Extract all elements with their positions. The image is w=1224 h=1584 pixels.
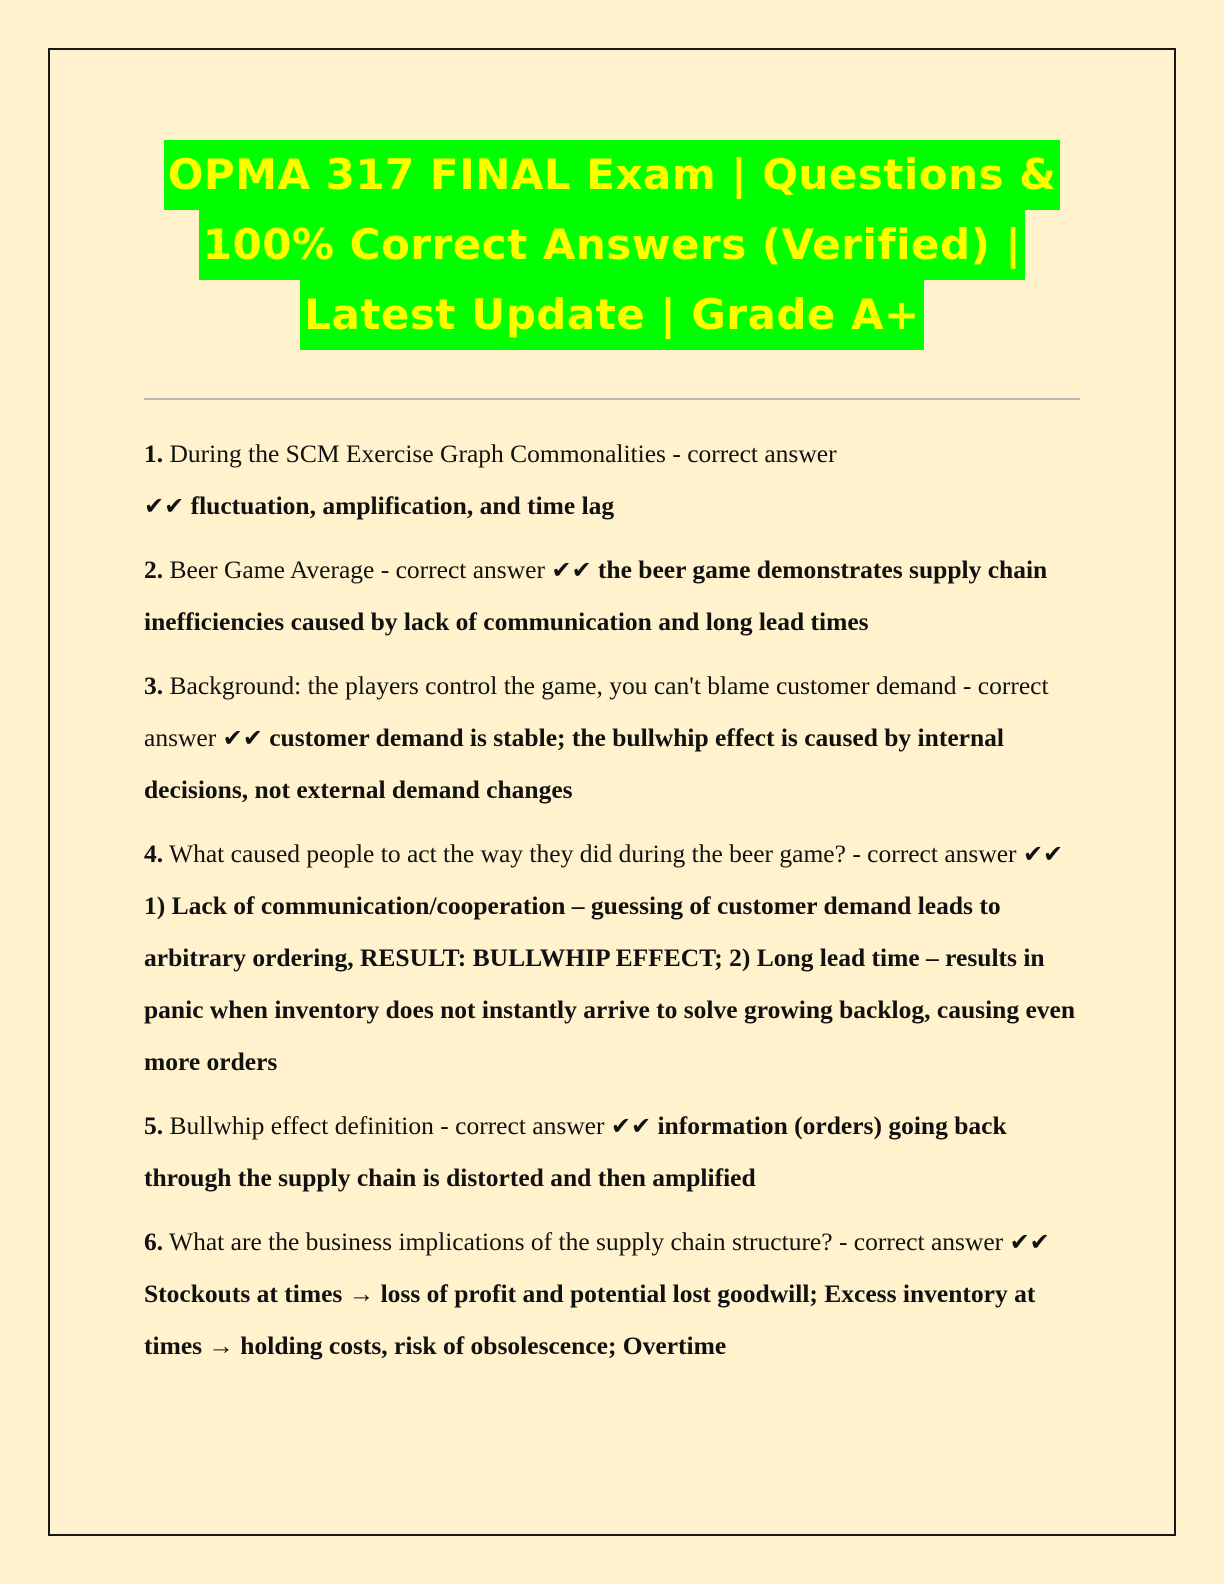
question-prompt: During the SCM Exercise Graph Commonalities - correct answer [169, 439, 837, 468]
question-item-3 [144, 660, 1080, 816]
title-line-3: Latest Update | Grade A+ [300, 280, 923, 350]
divider [144, 398, 1080, 400]
question-item-4 [144, 828, 1080, 1088]
question-item-1 [144, 428, 1080, 532]
check-icon: ✔✔ [1022, 840, 1064, 868]
question-number: 3. [144, 671, 164, 700]
question-prompt: What are the business implications of the supply chain structure? - correct answer [169, 1227, 1004, 1256]
title-line-2: 100% Correct Answers (Verified) | [199, 210, 1025, 280]
question-number: 4. [144, 839, 164, 868]
question-prompt: Bullwhip effect definition - correct answer [169, 1111, 605, 1140]
question-item-5 [144, 1100, 1080, 1204]
question-number: 6. [144, 1227, 164, 1256]
question-item-6 [144, 1216, 1080, 1372]
question-answer: the beer game demonstrates supply chain inefficiencies caused by lack of communication and long lead times [144, 555, 1048, 636]
question-prompt: Beer Game Average - correct answer [169, 555, 545, 584]
title-line-1: OPMA 317 FINAL Exam | Questions & [164, 140, 1061, 210]
check-icon: ✔✔ [610, 1112, 652, 1140]
question-answer: information (orders) going back through the supply chain is distorted and then amplified [144, 1111, 1007, 1192]
check-icon: ✔✔ [551, 556, 592, 584]
check-icon: ✔✔ [1009, 1228, 1050, 1256]
question-prompt: Background: the players control the game, you can't blame customer demand - correct answer [144, 671, 1049, 752]
document-title [100, 140, 1124, 350]
check-icon: ✔✔ [222, 724, 263, 752]
question-answer: customer demand is stable; the bullwhip effect is caused by internal decisions, not external demand changes [144, 723, 1004, 804]
question-number: 1. [144, 439, 164, 468]
question-prompt: What caused people to act the way they did during the beer game? - correct answer [169, 839, 1017, 868]
question-number: 5. [144, 1111, 164, 1140]
question-list [144, 428, 1080, 1384]
question-answer: fluctuation, amplification, and time lag [190, 491, 615, 520]
question-answer: Stockouts at times → loss of profit and potential lost goodwill; Excess inventory at times → holding costs, risk of obsolescence; Overtime [144, 1279, 1036, 1360]
question-number: 2. [144, 555, 164, 584]
question-answer: 1) Lack of communication/cooperation – guessing of customer demand leads to arbitrary ordering, RESULT: BULLWHIP EFFECT; 2) Long lead time – results in panic when inventory does not instantly arrive to solve growing backlog, causing even more orders [144, 891, 1076, 1076]
question-item-2 [144, 544, 1080, 648]
check-icon: ✔✔ [144, 492, 185, 520]
